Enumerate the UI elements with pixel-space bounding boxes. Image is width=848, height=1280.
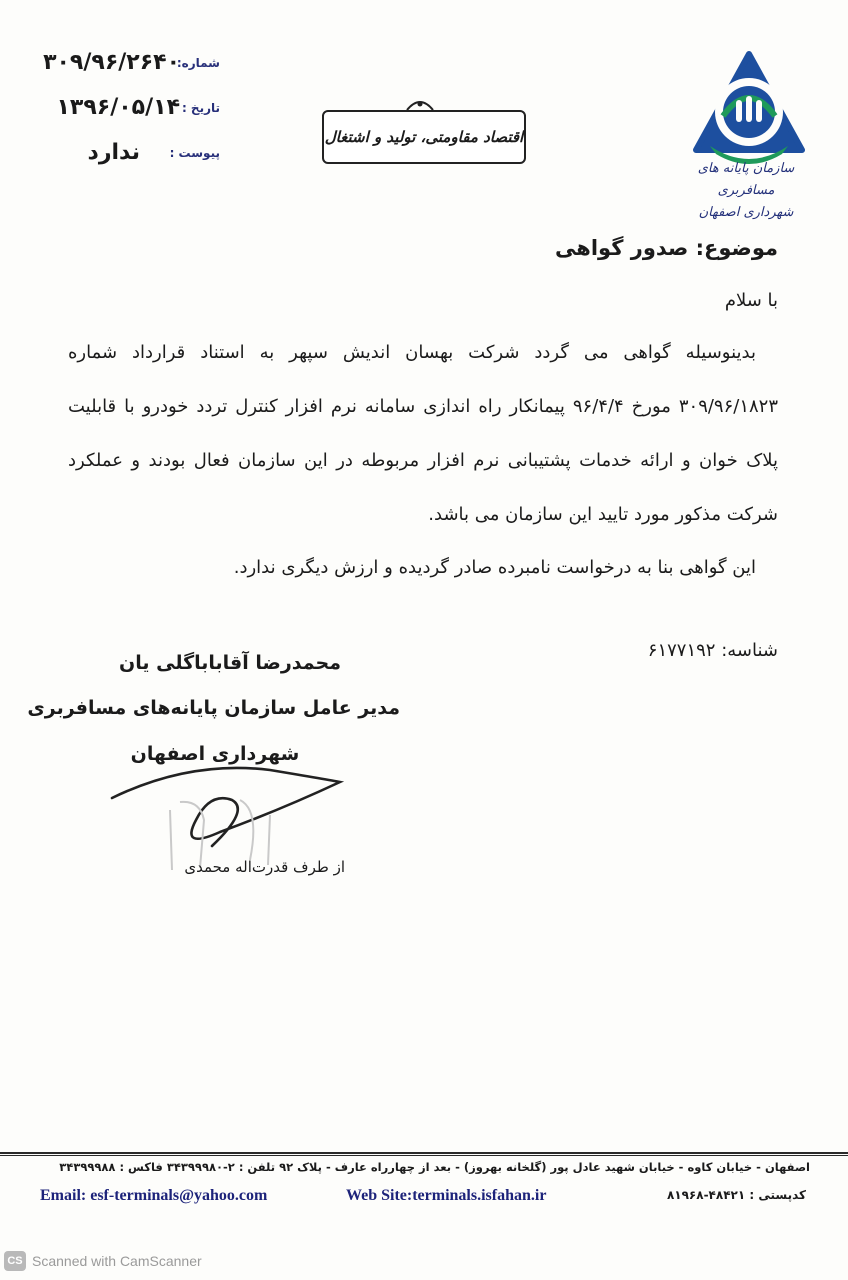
letter-number-label: شماره: — [176, 56, 220, 70]
attachment-value: ندارد — [87, 140, 140, 165]
letter-number-row — [30, 50, 220, 80]
footer-website: Web Site:terminals.isfahan.ir — [346, 1187, 547, 1204]
signatory-title: مدیر عامل سازمان پایانه‌های مسافربری — [27, 697, 400, 719]
signatory-organization: شهرداری اصفهان — [130, 743, 300, 765]
letter-subject: موضوع: صدور گواهی — [555, 236, 778, 260]
camscanner-icon: CS — [4, 1251, 26, 1271]
footer-divider — [0, 1152, 848, 1156]
letter-paragraph-2: این گواهی بنا به درخواست نامبرده صادر گردیده و ارزش دیگری ندارد. — [233, 557, 756, 578]
footer-email: Email: esf-terminals@yahoo.com — [40, 1187, 268, 1204]
footer-postal-code: کدپستی : ۴۸۴۲۱-۸۱۹۶۸ — [666, 1188, 806, 1202]
letter-date-label: تاریخ : — [181, 101, 220, 115]
scanner-watermark-text: Scanned with CamScanner — [32, 1253, 202, 1269]
letter-paragraph-1: بدینوسیله گواهی می گردد شرکت بهسان اندیش سپهر به استناد قرارداد شماره ۳۰۹/۹۶/۱۸۲۳ مورخ ۹۶/۴/۴ پیمانکار راه اندازی سامانه نرم افزار کنترل تردد خودرو با قابلیت پلاک خوان و ارائه خدمات پشتیبانی نرم افزار مربوطه در این سازمان فعال بودند و عملکرد شرکت مذکور مورد تایید این سازمان می باشد. — [68, 342, 778, 525]
scanner-watermark — [4, 1251, 202, 1271]
letter-greeting: با سلام — [724, 290, 778, 311]
letter-identifier: شناسه: ۶۱۷۷۱۹۲ — [647, 640, 778, 661]
letter-number-value: ۳۰۹/۹۶/۲۶۴۰ — [43, 50, 180, 75]
letter-date-row — [30, 95, 220, 125]
attachment-row — [30, 140, 220, 170]
footer-address: اصفهان - خیابان کاوه - خیابان شهید عادل پور (گلخانه بهروز) - بعد از چهارراه عارف - پلاک ۹۲ تلفن : ۲-۳۴۳۹۹۹۸۰ فاکس : ۳۴۳۹۹۹۸۸ — [59, 1160, 810, 1174]
logo-caption-line2: شهرداری اصفهان — [698, 205, 794, 220]
attachment-label: پیوست : — [169, 146, 220, 160]
signed-on-behalf: از طرف قدرت‌اله محمدی — [184, 858, 345, 876]
letter-date-value: ۱۳۹۶/۰۵/۱۴ — [56, 95, 180, 120]
logo-caption-line1: سازمان پایانه های مسافربری — [697, 161, 795, 198]
logo-caption — [676, 158, 816, 224]
slogan-banner: اقتصاد مقاومتی، تولید و اشتغال — [322, 110, 526, 164]
signatory-name: محمدرضا آقاباباگلی یان — [119, 652, 341, 674]
